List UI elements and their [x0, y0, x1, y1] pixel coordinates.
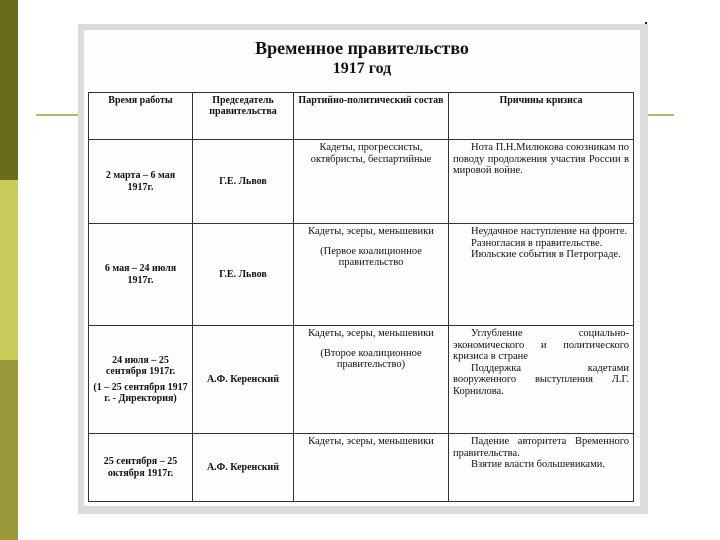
table-row — [89, 224, 634, 326]
reason-line: Падение авторитета Временного правительства. — [453, 436, 629, 459]
cell-reasons — [449, 326, 634, 434]
time-main: 24 июля – 25 сентября 1917г. — [105, 354, 176, 377]
reason-line: Поддержка кадетами вооруженного выступления Л.Г. Корнилова. — [453, 362, 629, 397]
reason-line: Нота П.Н.Милюкова союзникам по поводу продолжения участия России в мировой войне. — [453, 142, 629, 176]
header-composition: Партийно-политический состав — [294, 93, 449, 140]
composition-note: (Первое коалиционное правительство — [320, 245, 422, 268]
table-row — [89, 434, 634, 502]
table-row — [89, 140, 634, 224]
composition-line: Кадеты, эсеры, меньшевики — [308, 436, 434, 447]
header-reasons: Причины кризиса — [449, 93, 634, 140]
government-table — [88, 92, 634, 502]
cell-chairman: А.Ф. Керенский — [193, 326, 294, 434]
cell-composition — [294, 140, 449, 224]
composition-line: Кадеты, прогрессисты, октябристы, беспартийные — [310, 142, 432, 165]
cell-chairman: Г.Е. Львов — [193, 140, 294, 224]
header-time: Время работы — [89, 93, 193, 140]
cell-chairman: А.Ф. Керенский — [193, 434, 294, 502]
side-bar-middle — [0, 180, 18, 360]
reason-line: Июльские события в Петрограде. — [471, 249, 621, 260]
composition-note: (Второе коалиционное правительство) — [320, 347, 422, 370]
doc-subtitle-year: 1917 год — [332, 60, 392, 77]
cell-reasons — [449, 224, 634, 326]
doc-title: Временное правительство — [255, 38, 469, 58]
reason-line: Разногласия в правительстве. — [471, 237, 603, 249]
cell-time: 6 мая – 24 июля 1917г. — [89, 224, 193, 326]
time-extra: (1 – 25 сентября 1917 г. - Директория) — [93, 381, 188, 404]
header-chairman: Председатель правительства — [193, 93, 294, 140]
table-row — [89, 326, 634, 434]
document-page — [84, 30, 640, 506]
reason-line: Углубление социально-экономического и политического кризиса в стране — [453, 328, 629, 362]
reason-line: Неудачное наступление на фронте. — [471, 226, 628, 237]
cell-time: 2 марта – 6 мая 1917г. — [89, 140, 193, 224]
cell-composition — [294, 326, 449, 434]
composition-line: Кадеты, эсеры, меньшевики — [308, 226, 434, 237]
cell-composition — [294, 434, 449, 502]
cell-reasons — [449, 434, 634, 502]
cell-reasons — [449, 140, 634, 224]
cell-time: 25 сентября – 25 октября 1917г. — [89, 434, 193, 502]
side-bar-bottom — [0, 360, 18, 540]
composition-line: Кадеты, эсеры, меньшевики — [308, 328, 434, 339]
cell-composition — [294, 224, 449, 326]
reason-line: Взятие власти большевиками. — [471, 459, 605, 470]
cell-chairman: Г.Е. Львов — [193, 224, 294, 326]
table-header-row — [89, 93, 634, 140]
side-bar-top — [0, 0, 18, 180]
cell-time — [89, 326, 193, 434]
document-image-frame — [78, 24, 648, 514]
